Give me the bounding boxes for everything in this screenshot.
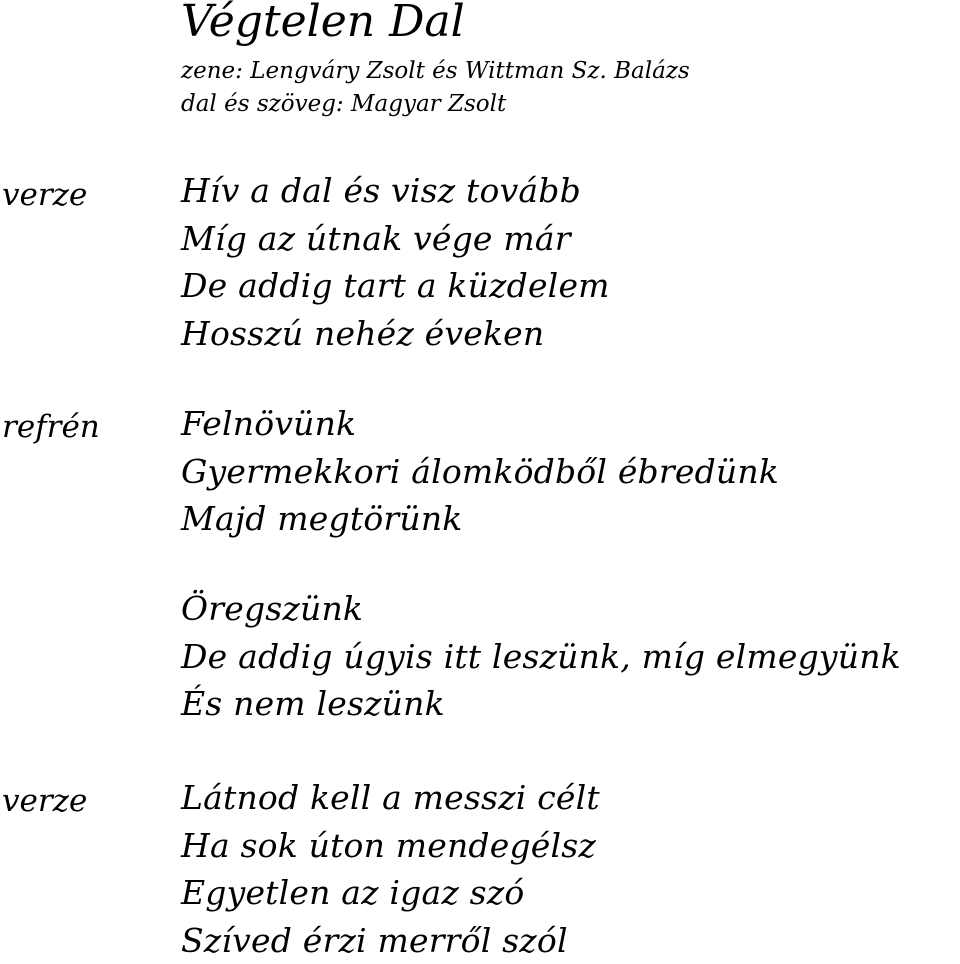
stanza-verse-1 [181,167,610,357]
stanza-chorus [181,400,779,543]
credit-music: zene: Lengváry Zsolt és Wittman Sz. Balázs [181,55,690,87]
section-label-verse-2: verze [2,781,87,821]
lyric-line: Míg az útnak vége már [181,215,610,263]
lyric-line: Hosszú nehéz éveken [181,310,610,358]
lyric-line: Egyetlen az igaz szó [181,869,600,917]
lyric-line: De addig úgyis itt leszünk, míg elmegyünk [181,633,901,681]
lyric-line: Látnod kell a messzi célt [181,774,600,822]
lyric-line: Szíved érzi merről szól [181,917,600,964]
stanza-chorus-continued [181,585,901,728]
section-label-verse-1: verze [2,175,87,215]
lyric-line: Majd megtörünk [181,495,779,543]
lyric-line: Öregszünk [181,585,901,633]
lyric-line: Felnövünk [181,400,779,448]
song-title: Végtelen Dal [181,0,465,48]
lyric-line: Gyermekkori álomködből ébredünk [181,448,779,496]
lyric-line: És nem leszünk [181,680,901,728]
stanza-verse-2 [181,774,600,964]
credit-lyrics: dal és szöveg: Magyar Zsolt [181,88,506,120]
lyric-line: De addig tart a küzdelem [181,262,610,310]
section-label-chorus: refrén [2,407,100,447]
lyric-line: Hív a dal és visz tovább [181,167,610,215]
lyric-line: Ha sok úton mendegélsz [181,822,600,870]
